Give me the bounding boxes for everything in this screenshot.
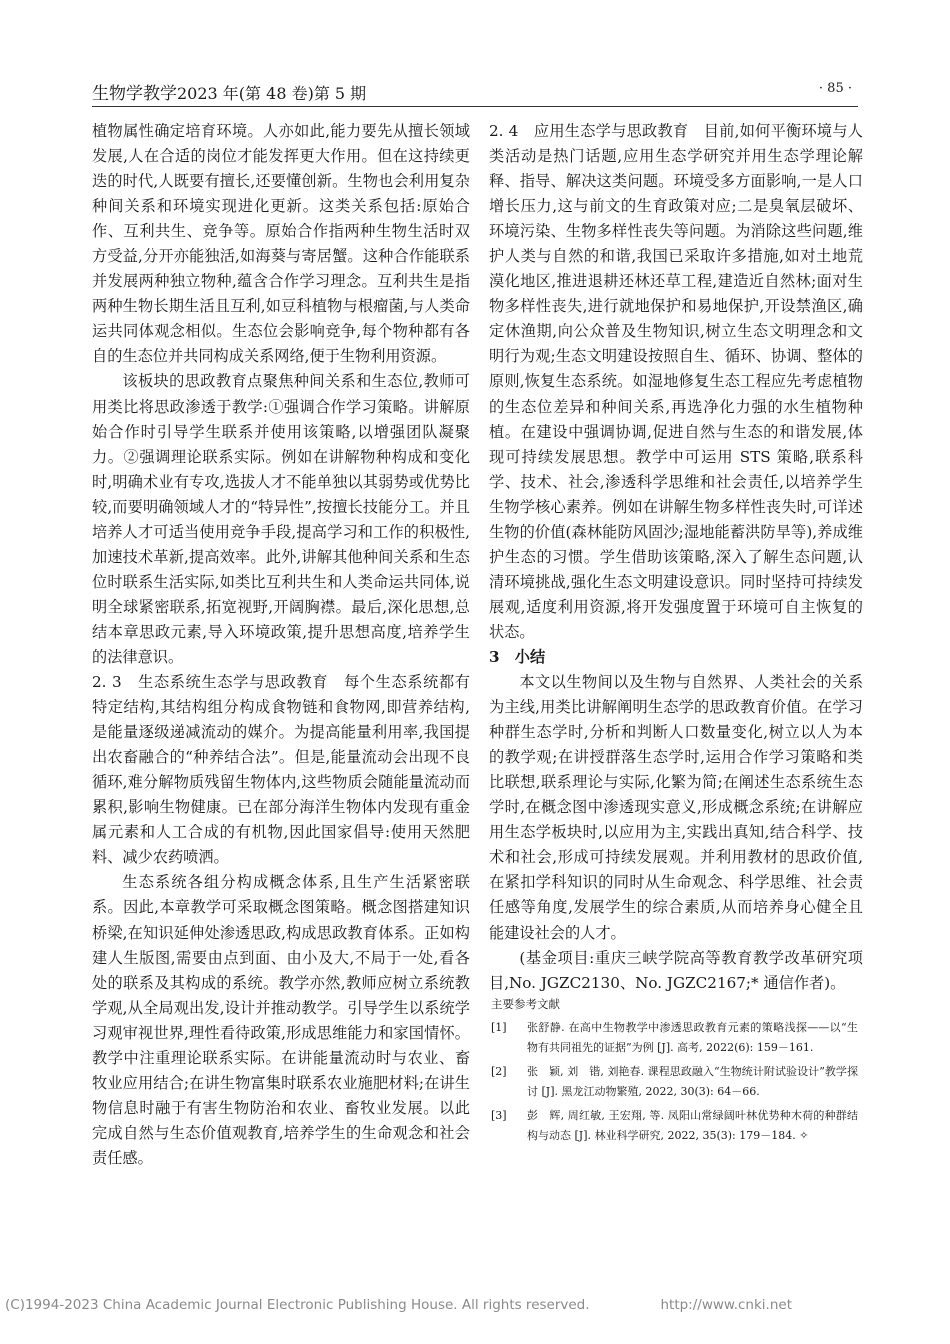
paragraph: 该板块的思政教育点聚焦种间关系和生态位,教师可用类比将思政渗透于教学:①强调合作学习策略。讲解原始合作时引导学生联系并使用该策略,以增强团队凝聚力。②强调理论联系实际。例如在讲解物种构成和变化时,明确术业有专攻,选拔人才不能单独以其弱势或优势比较,而要明确领域人才的“特异性”,按擅长技能分工。并且培养人才可适当使用竞争手段,提高学习和工作的积极性,加速技术革新,提高效率。此外,讲解其他种间关系和生态位时联系生活实际,如类比互利共生和人类命运共同体,说明全球紧密联系,拓宽视野,开阔胸襟。最后,深化思想,总结本章思政元素,导入环境政策,提升思想高度,培养学生的法律意识。 (92, 372, 470, 666)
paragraph: 生态系统各组分构成概念体系,且生产生活紧密联系。因此,本章教学可采取概念图策略。概念图搭建知识桥梁,在知识延伸处渗透思政,构成思政教育体系。正如构建人生版图,需要由点到面、由小及大,不局于一处,看各处的联系及其构成的系统。教学亦然,教师应树立系统教学观,从全局观出发,设计并推动教学。引导学生以系统学习观审视世界,理性看待政策,形成思维能力和家国情怀。教学中注重理论联系实际。在讲能量流动时与农业、畜牧业应用结合;在讲生物富集时联系农业施肥材料;在讲生物信息时融于有害生物防治和农业、畜牧业发展。以此完成自然与生态价值观教育,培养学生的生命观念和社会责任感。 (92, 873, 470, 1167)
paragraph: 植物属性确定培育环境。人亦如此,能力要先从擅长领域发展,人在合适的岗位才能发挥更大作用。但在这持续更迭的时代,人既要有擅长,还要懂创新。生物也会利用复杂种间关系和环境实现进化更新。这类关系包括:原始合作、互利共生、竞争等。原始合作指两种生物生活时双方受益,分开亦能独活,如海葵与寄居蟹。这种合作能联系并发展两种独立物种,蕴含合作学习理念。互利共生是指两种生物长期生活且互利,如豆科植物与根瘤菌,与人类命运共同体观念相似。生态位会影响竞争,每个物种都有各自的生态位并共同构成关系网络,便于生物利用资源。 (92, 122, 470, 366)
page-number: · 85 · (818, 81, 852, 96)
reference-text: 张舒静. 在高中生物教学中渗透思政教育元素的策略浅探——以“生物有共同祖先的证据”为例 [J]. 高考, 2022(6): 159－161. (527, 1021, 858, 1054)
reference-list (491, 1018, 858, 1146)
right-column (489, 119, 863, 996)
issue-info: 2023 年(第 48 卷)第 5 期 (177, 84, 367, 103)
journal-title-line (92, 79, 366, 104)
reference-text: 彭 辉, 周红敏, 王宏翔, 等. 凤阳山常绿阔叶林优势种木荷的种群结构与动态 [J]. 林业科学研究, 2022, 35(3): 179－184. (527, 1109, 858, 1142)
reference-number: [3] (491, 1109, 507, 1122)
left-column (92, 119, 470, 1171)
paragraph: 本文以生物间以及生物与自然界、人类社会的关系为主线,用类比讲解阐明生态学的思政教育价值。在学习种群生态学时,分析和判断人口数量变化,树立以人为本的教学观;在讲授群落生态学时,运用合作学习策略和类比联想,联系理论与实际,化繁为简;在阐述生态系统生态学时,在概念图中渗透现实意义,形成概念系统;在讲解应用生态学板块时,以应用为主,实践出真知,结合科学、技术和社会,形成可持续发展观。并利用教材的思政价值,在紧扣学科知识的同时从生命观念、科学思维、社会责任感等角度,发展学生的综合素质,从而培养身心健全且能建设社会的人才。 (489, 673, 863, 942)
running-header (92, 79, 858, 107)
references-section (491, 994, 858, 1150)
reference-item (491, 1018, 858, 1058)
reference-number: [1] (491, 1021, 507, 1034)
reference-item (491, 1062, 858, 1102)
reference-text: 张 颖, 刘 锴, 刘艳春. 课程思政融入“生物统计附试验设计”教学探讨 [J]. 黑龙江动物繁殖, 2022, 30(3): 64－66. (527, 1065, 858, 1098)
section-heading: 3 小结 (489, 647, 546, 666)
paragraph: 2. 3 生态系统生态学与思政教育 每个生态系统都有特定结构,其结构组分构成食物链和食物网,即营养结构,是能量逐级递减流动的媒介。为提高能量利用率,我国提出农畜融合的“种养结合法”。但是,能量流动会出现不良循环,难分解物质残留生物体内,这些物质会随能量流动而累积,影响生物健康。已在部分海洋生物体内发现有重金属元素和人工合成的有机物,因此国家倡导:使用天然肥料、减少农药喷洒。 (92, 673, 470, 867)
paragraph: (基金项目:重庆三峡学院高等教育教学改革研究项目,No. JGZC2130、No. JGZC2167;* 通信作者)。 (489, 948, 863, 992)
journal-name: 生物学教学 (92, 84, 177, 104)
copyright-notice: (C)1994-2023 China Academic Journal Electronic Publishing House. All rights reserved. (5, 1297, 590, 1313)
reference-item (491, 1106, 858, 1146)
header-rule (92, 106, 858, 107)
end-mark-icon: ✧ (799, 1129, 809, 1142)
footer-url: http://www.cnki.net (660, 1297, 792, 1313)
paragraph: 2. 4 应用生态学与思政教育 目前,如何平衡环境与人类活动是热门话题,应用生态学研究并用生态学理论解释、指导、解决这类问题。环境受多方面影响,一是人口增长压力,这与前文的生育政策对应;二是臭氧层破坏、环境污染、生物多样性丧失等问题。为消除这些问题,维护人类与自然的和谐,我国已采取许多措施,如对土地荒漠化地区,推进退耕还林还草工程,建造近自然林;面对生物多样性丧失,进行就地保护和易地保护,开设禁渔区,确定休渔期,向公众普及生物知识,树立生态文明理念和文明行为观;生态文明建设按照自生、循环、协调、整体的原则,恢复生态系统。如湿地修复生态工程应先考虑植物的生态位差异和种间关系,再选净化力强的水生植物种植。在建设中强调协调,促进自然与生态的和谐发展,体现可持续发展思想。教学中可运用 STS 策略,联系科学、技术、社会,渗透科学思维和社会责任,以培养学生生物学核心素养。例如在讲解生物多样性丧失时,可详述生物的价值(森林能防风固沙;湿地能蓄洪防旱等),养成维护生态的习惯。学生借助该策略,深入了解生态问题,认清环境挑战,强化生态文明建设意识。同时坚持可持续发展观,适度利用资源,将开发强度置于环境可自主恢复的状态。 (489, 122, 863, 641)
references-title: 主要参考文献 (491, 997, 560, 1011)
reference-number: [2] (491, 1065, 507, 1078)
